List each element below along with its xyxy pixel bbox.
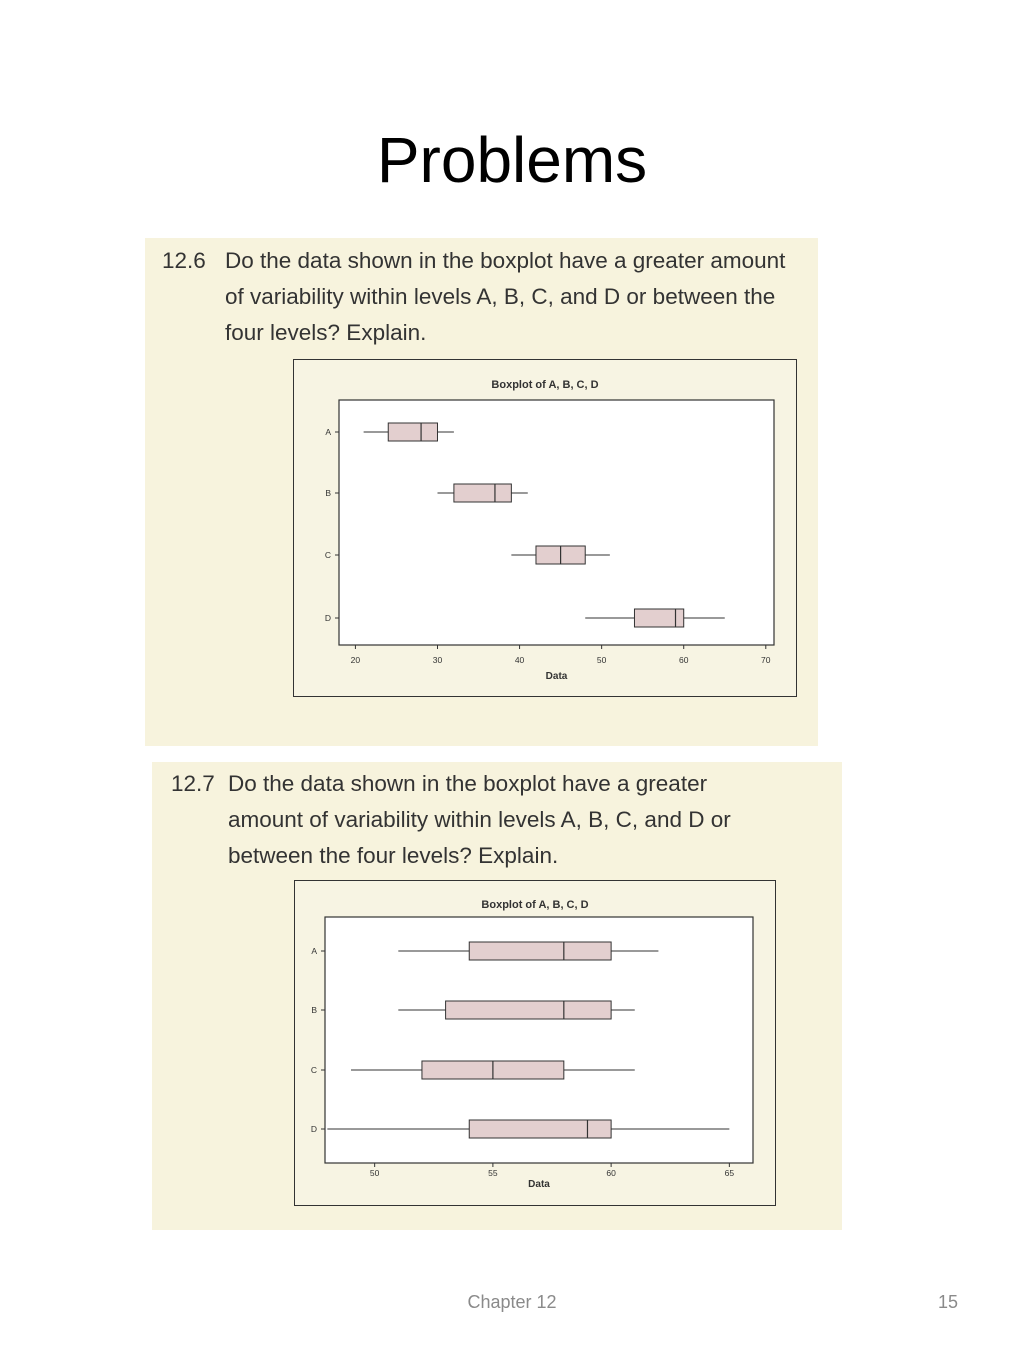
problem-number: 12.6 (162, 248, 206, 273)
x-tick-label: 20 (350, 655, 361, 665)
slide-title: Problems (376, 124, 648, 196)
boxplot-1-svg (294, 360, 796, 696)
box-B (454, 484, 511, 502)
footer-chapter: Chapter 12 (467, 1292, 557, 1312)
box-D (469, 1120, 611, 1138)
y-tick-label: C (310, 1065, 317, 1075)
chart-title: Boxplot of A, B, C, D (481, 899, 589, 911)
x-tick-label: 60 (606, 1168, 616, 1178)
x-tick-label: 50 (369, 1168, 380, 1178)
chart-title: Boxplot of A, B, C, D (491, 379, 599, 391)
boxplot-2-svg (295, 881, 775, 1205)
footer-page-number: 15 (937, 1292, 958, 1312)
y-tick-label: B (325, 488, 331, 498)
x-tick-label: 55 (488, 1168, 498, 1178)
problem-12-6-scan (145, 238, 818, 746)
boxplot-chart-2 (294, 880, 776, 1206)
y-tick-label: A (325, 427, 331, 437)
y-tick-label: C (324, 550, 331, 560)
y-tick-label: B (311, 1005, 317, 1015)
x-tick-label: 70 (761, 655, 771, 665)
box-D (634, 609, 683, 627)
x-tick-label: 50 (596, 655, 607, 665)
problem-text: Do the data shown in the boxplot have a greater amount of variability within levels A, B, C, and D or between the four levels? Explain. (225, 248, 786, 345)
box-A (388, 423, 437, 441)
y-tick-label: A (311, 946, 317, 956)
problem-12-7-scan (152, 762, 842, 1230)
x-axis-label: Data (545, 671, 568, 682)
x-tick-label: 30 (432, 655, 443, 665)
problem-number: 12.7 (171, 771, 215, 796)
problem-text: Do the data shown in the boxplot have a greater amount of variability within levels A, B, C, and D or between the four levels? Explain. (228, 771, 731, 868)
x-tick-label: 65 (724, 1168, 735, 1178)
boxplot-chart-1 (293, 359, 797, 697)
x-tick-label: 60 (678, 655, 689, 665)
y-tick-label: D (310, 1124, 317, 1134)
x-axis-label: Data (528, 1179, 550, 1190)
box-B (446, 1001, 612, 1019)
box-A (469, 942, 611, 960)
y-tick-label: D (324, 613, 331, 623)
x-tick-label: 40 (514, 655, 525, 665)
